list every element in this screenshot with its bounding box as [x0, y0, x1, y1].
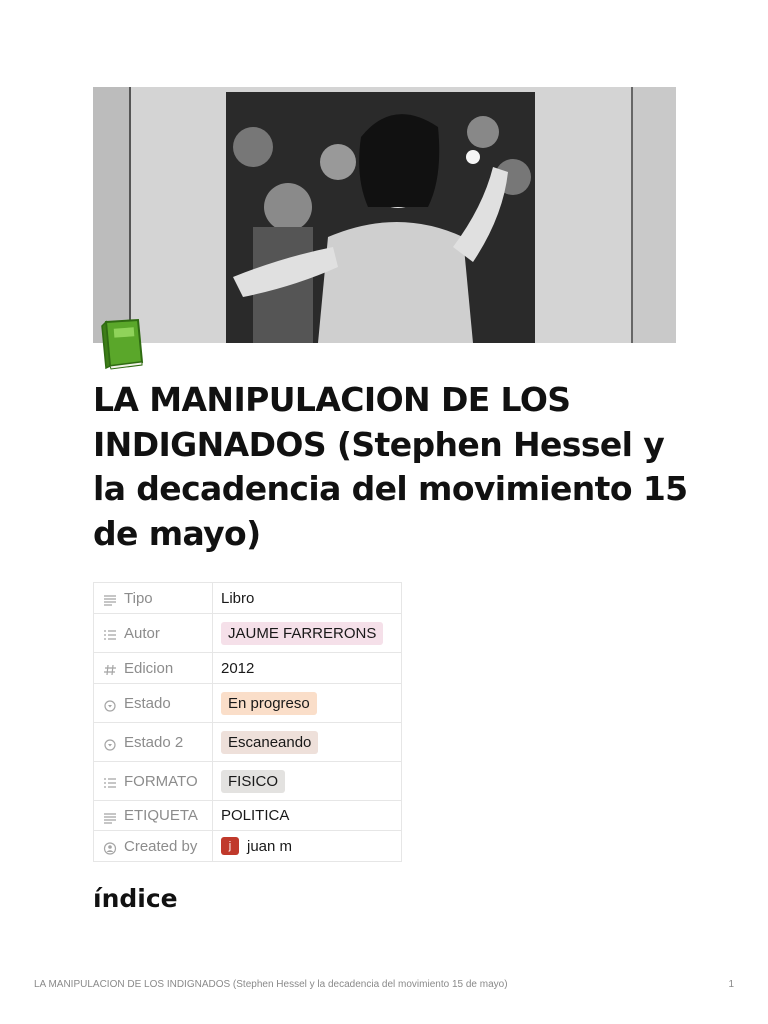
property-name: Tipo: [124, 589, 153, 607]
status-tag[interactable]: En progreso: [221, 692, 317, 715]
section-heading: índice: [93, 884, 178, 913]
properties-table: [93, 582, 402, 862]
property-name: Estado: [124, 694, 171, 712]
page-title: LA MANIPULACION DE LOS INDIGNADOS (Stephen Hessel y la decadencia del movimiento 15 de mayo): [93, 380, 688, 553]
property-name: FORMATO: [124, 772, 198, 790]
person-circle-icon: [103, 841, 117, 855]
status-circle-icon: [103, 737, 117, 751]
status-circle-icon: [103, 698, 117, 712]
property-name: Estado 2: [124, 733, 184, 751]
avatar: j: [221, 837, 239, 855]
property-value[interactable]: Libro: [221, 589, 255, 607]
status-2-tag[interactable]: Escaneando: [221, 731, 318, 754]
text-lines-icon: [103, 593, 117, 607]
list-icon: [103, 628, 117, 642]
green-book-icon: [100, 318, 146, 370]
author-tag[interactable]: JAUME FARRERONS: [221, 622, 383, 645]
format-tag[interactable]: FISICO: [221, 770, 285, 793]
list-icon: [103, 776, 117, 790]
property-row-estado: [94, 684, 402, 723]
property-row-formato: [94, 762, 402, 801]
property-name: Created by: [124, 837, 198, 855]
property-name: ETIQUETA: [124, 807, 198, 824]
page-number: 1: [728, 979, 734, 990]
text-lines-icon: [103, 811, 117, 825]
property-value[interactable]: 2012: [221, 659, 255, 677]
property-row-etiqueta: [94, 801, 402, 831]
property-row-created-by: [94, 831, 402, 862]
cover-photo: [93, 87, 676, 343]
property-name: Autor: [124, 624, 160, 642]
property-row-autor: [94, 614, 402, 653]
page-footer: [34, 979, 734, 990]
cover-image: [93, 87, 676, 343]
property-row-edicion: [94, 653, 402, 684]
property-name: Edicion: [124, 659, 174, 677]
footer-title: LA MANIPULACION DE LOS INDIGNADOS (Stephen Hessel y la decadencia del movimiento 15 de mayo): [34, 979, 508, 990]
property-value[interactable]: POLITICA: [221, 807, 290, 824]
property-row-tipo: [94, 583, 402, 614]
property-row-estado-2: [94, 723, 402, 762]
hash-icon: [103, 663, 117, 677]
creator-name[interactable]: juan m: [247, 837, 293, 855]
